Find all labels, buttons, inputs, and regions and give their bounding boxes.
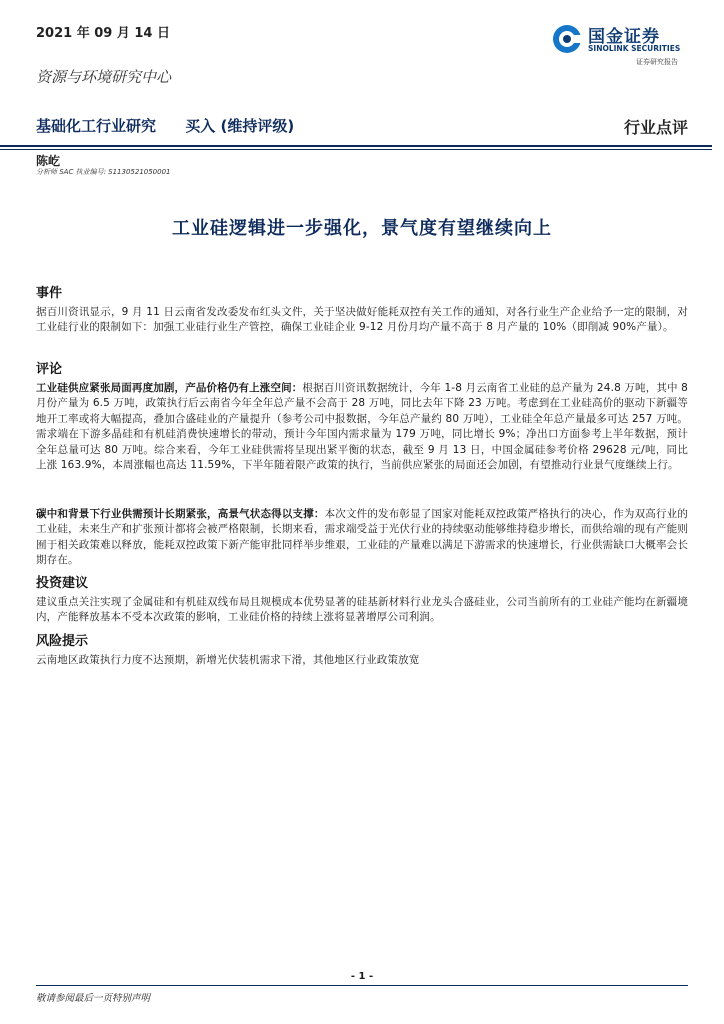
logo-subtitle: 证券研究报告 [636, 58, 678, 66]
risk-text: 云南地区政策执行力度不达预期，新增光伏装机需求下滑，其他地区行业政策放宽 [36, 654, 420, 666]
logo-text-cn: 国金证券 [588, 27, 660, 47]
section-risk [36, 630, 688, 649]
page-number: - 1 - [350, 971, 374, 982]
header-divider-thin [0, 149, 712, 150]
footer-disclaimer: 敬请参阅最后一页特别声明 [36, 993, 151, 1004]
author-sac-id: 分析师 SAC 执业编号: S1130521050001 [36, 168, 171, 176]
logo-text-en: SINOLINK SECURITIES [588, 44, 681, 53]
section-heading: 事件 [36, 286, 63, 301]
comment-lead-1: 工业硅供应紧张局面再度加剧，产品价格仍有上涨空间： [36, 382, 303, 394]
industry-rating-bar [36, 115, 318, 136]
risk-body [36, 653, 688, 668]
sinolink-logo-icon [552, 24, 582, 54]
footer-divider [36, 985, 688, 986]
section-comment [36, 358, 688, 377]
comment-lead-2: 碳中和背景下行业供需预计长期紧张，高景气状态得以支撑： [36, 508, 325, 520]
rating-label: 买入 (维持评级) [185, 117, 295, 135]
header-divider [0, 145, 712, 147]
advice-text: 建议重点关注实现了金属硅和有机硅双线布局且规模成本优势显著的硅基新材料行业龙头合盛硅业，公司当前所有的工业硅产能均在新疆境内，产能释放基本不受本次政策的影响，工业硅价格的持续上涨将显著增厚公司利润。 [36, 596, 688, 624]
comment-text-1 [36, 381, 688, 473]
advice-body [36, 595, 688, 626]
comment-body-1: 根据百川资讯数据统计，今年 1-8 月云南省工业硅的总产量为 24.8 万吨，其中 8 月份产量为 6.5 万吨，政策执行后云南省今年全年总产量不会高于 28 万吨，同比去年下降 23 万吨。考虑到在工业硅高价的驱动下新疆等地开工率或将大幅提高，叠加合盛硅业的产量提升（参考公司中报数据，今年总产量约 80 万吨），工业硅全年总产量最多可达 257 万吨。需求端在下游多晶硅和有机硅消费快速增长的带动，预计今年国内需求量为 179 万吨，同比增长 9%；净出口方面参考上半年数据，预计全年总量可达 80 万吨。综合来看，今年工业硅供需将呈现出紧平衡的状态，截至 9 月 13 日，中国金属硅参考价格 29628 元/吨，同比上涨 163.9%，本周涨幅也高达 11.59%，下半年随着限产政策的执行，当前供应紧张的局面还会加剧，有望推动行业景气度继续上行。 [36, 382, 688, 472]
comment-text-2 [36, 507, 688, 569]
comment-body-2: 本次文件的发布彰显了国家对能耗双控政策严格执行的决心，作为双高行业的工业硅，未来生产和扩张预计都将会被严格限制，长期来看，需求端受益于光伏行业的持续驱动能够维持稳步增长，而供给端的现有产能则囿于相关政策难以释放，能耗双控政策下新产能审批同样举步维艰，工业硅的产量难以满足下游需求的快速增长，行业供需缺口大概率会长期存在。 [36, 508, 688, 567]
author-name: 陈屹 [36, 154, 61, 168]
report-title: 工业硅逻辑进一步强化，景气度有望继续向上 [172, 218, 552, 239]
section-advice [36, 572, 688, 591]
section-event [36, 282, 688, 301]
event-text: 据百川资讯显示，9 月 11 日云南省发改委发布红头文件，关于坚决做好能耗双控有关工作的通知，对各行业生产企业给予一定的限制，对工业硅行业的限制如下：加强工业硅行业生产管控，确保工业硅企业 9-12 月份月均产量不高于 8 月产量的 10%（即削减 90%产量）。 [36, 306, 688, 334]
comment-paragraph-2 [36, 507, 688, 569]
report-date: 2021 年 09 月 14 日 [36, 26, 170, 41]
section-heading: 投资建议 [36, 576, 89, 591]
section-heading: 评论 [36, 362, 63, 377]
comment-paragraph-1 [36, 381, 688, 473]
industry-label: 基础化工行业研究 [36, 117, 157, 135]
event-body [36, 305, 688, 336]
report-type: 行业点评 [623, 118, 688, 137]
section-heading: 风险提示 [36, 634, 89, 649]
research-center: 资源与环境研究中心 [36, 68, 172, 86]
